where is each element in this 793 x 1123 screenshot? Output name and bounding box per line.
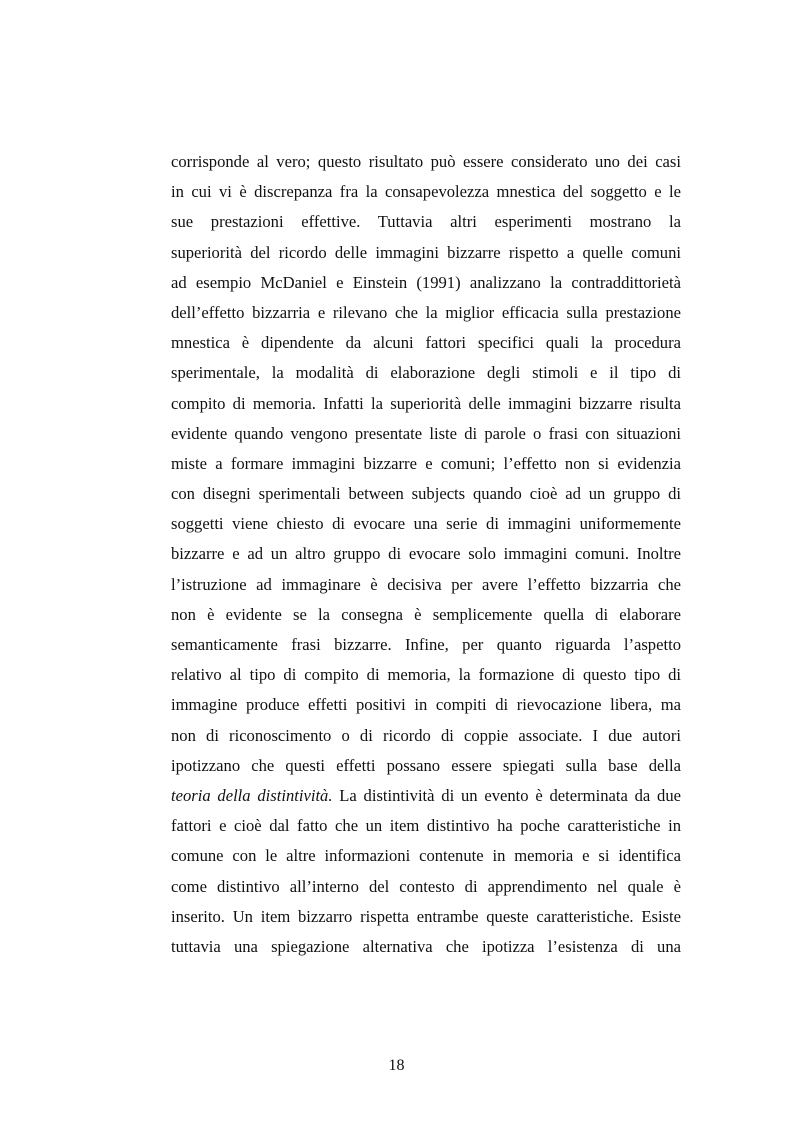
text-line-23: fattori e cioè dal fatto che un item distintivo ha poche caratteristiche in: [171, 816, 681, 836]
text-line-22-rest: La distintività di un evento è determinata da due: [332, 785, 681, 805]
text-line-6: dell’effetto bizzarria e rilevano che la miglior efficacia sulla prestazione: [171, 302, 681, 322]
text-line-18: relativo al tipo di compito di memoria, la formazione di questo tipo di: [171, 665, 681, 685]
text-line-20: non di riconoscimento o di ricordo di coppie associate. I due autori: [171, 725, 681, 745]
text-line-15: l’istruzione ad immaginare è decisiva per avere l’effetto bizzarria che: [171, 574, 681, 594]
text-line-22: [171, 781, 681, 811]
text-line-5: ad esempio McDaniel e Einstein (1991) analizzano la contraddittorietà: [171, 272, 681, 292]
text-line-12: con disegni sperimentali between subjects quando cioè ad un gruppo di: [171, 484, 681, 504]
text-line-4: superiorità del ricordo delle immagini bizzarre rispetto a quelle comuni: [171, 242, 681, 262]
text-line-7: mnestica è dipendente da alcuni fattori specifici quali la procedura: [171, 333, 681, 353]
body-paragraph: [171, 147, 681, 962]
text-line-2: in cui vi è discrepanza fra la consapevolezza mnestica del soggetto e le: [171, 182, 681, 202]
text-line-9: compito di memoria. Infatti la superiorità delle immagini bizzarre risulta: [171, 393, 681, 413]
page-number: 18: [388, 1057, 405, 1074]
text-line-8: sperimentale, la modalità di elaborazione degli stimoli e il tipo di: [171, 363, 681, 383]
text-line-16: non è evidente se la consegna è semplicemente quella di elaborare: [171, 604, 681, 624]
text-line-21: ipotizzano che questi effetti possano essere spiegati sulla base della: [171, 755, 681, 775]
text-line-17: semanticamente frasi bizzarre. Infine, per quanto riguarda l’aspetto: [171, 635, 681, 654]
text-line-26: inserito. Un item bizzarro rispetta entrambe queste caratteristiche. Esiste: [171, 906, 681, 926]
text-line-14: bizzarre e ad un altro gruppo di evocare solo immagini comuni. Inoltre: [171, 544, 681, 564]
text-line-25: come distintivo all’interno del contesto di apprendimento nel quale è: [171, 876, 681, 896]
text-line-11: miste a formare immagini bizzarre e comuni; l’effetto non si evidenzia: [171, 453, 681, 473]
text-line-19: immagine produce effetti positivi in compiti di rievocazione libera, ma: [171, 695, 681, 715]
text-line-13: soggetti viene chiesto di evocare una serie di immagini uniformemente: [171, 514, 681, 534]
text-line-24: comune con le altre informazioni contenute in memoria e si identifica: [171, 846, 681, 866]
text-line-1: corrisponde al vero; questo risultato può essere considerato uno dei casi: [171, 152, 681, 171]
text-line-3: sue prestazioni effettive. Tuttavia altri esperimenti mostrano la: [171, 212, 681, 232]
italic-term: teoria della distintività.: [171, 785, 333, 805]
text-line-27: tuttavia una spiegazione alternativa che ipotizza l’esistenza di una: [171, 936, 681, 956]
text-line-10: evidente quando vengono presentate liste di parole o frasi con situazioni: [171, 423, 681, 443]
